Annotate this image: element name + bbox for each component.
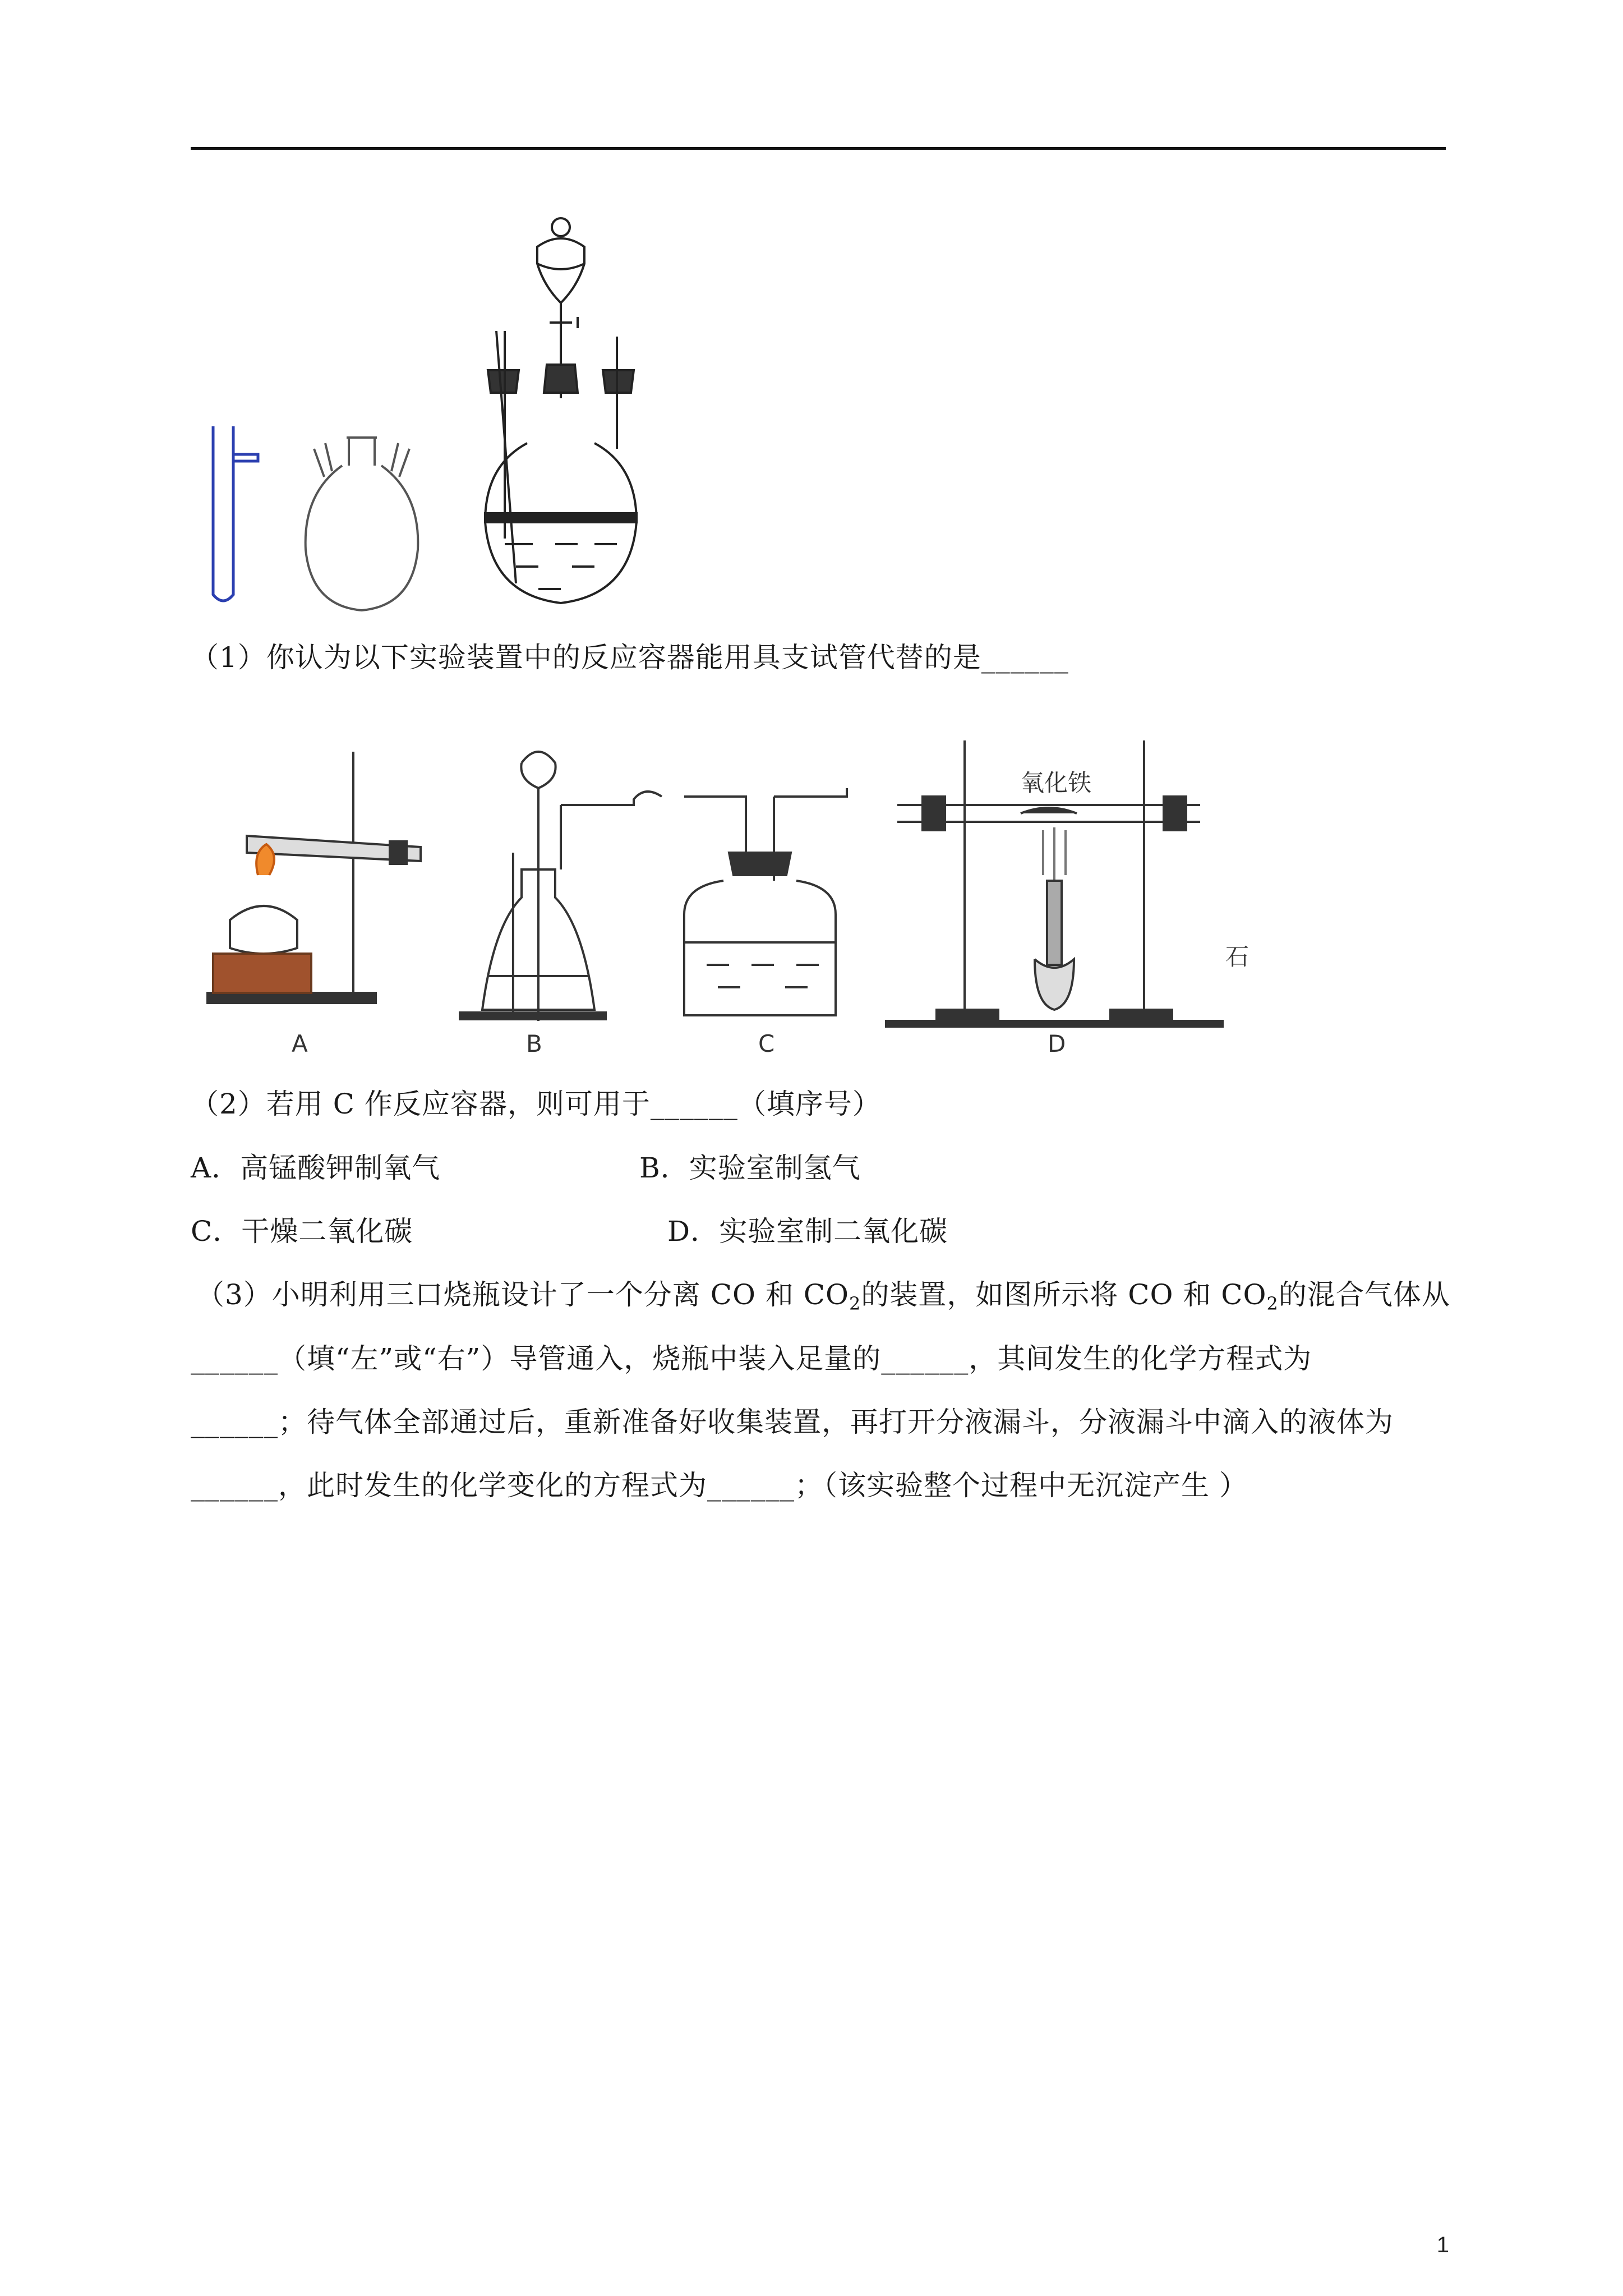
apparatus-c-gas-bottle-icon	[684, 788, 847, 1015]
question-1-text: （1）你认为以下实验装置中的反应容器能用具支试管代替的是______	[191, 641, 1069, 674]
q3-line1-part-c: 的混合气体从	[1278, 1278, 1450, 1311]
apparatus-label-a: A	[292, 1030, 308, 1057]
separation-flask-assembly-icon	[485, 218, 637, 603]
apparatus-label-b: B	[526, 1030, 542, 1057]
option-a: A．高锰酸钾制氧气	[191, 1152, 441, 1184]
q3-subscript-1: 2	[849, 1293, 861, 1314]
option-b: B．实验室制氢气	[639, 1152, 861, 1184]
q3-line1-part-a: （3）小明利用三口烧瓶设计了一个分离 CO 和 CO	[196, 1278, 849, 1311]
q3-subscript-2: 2	[1266, 1293, 1279, 1314]
apparatus-label-d: D	[1048, 1030, 1066, 1057]
apparatus-b-conical-flask-icon	[460, 752, 662, 1021]
q3-line1-part-b: 的装置，如图所示将 CO 和 CO	[861, 1278, 1267, 1311]
top-apparatus-figure	[191, 202, 673, 611]
question-3-line-1	[196, 1278, 1450, 1320]
edge-char: 石	[1225, 943, 1249, 970]
question-3-line-4: ______，此时发生的化学变化的方程式为______；（该实验整个过程中无沉淀产生 ）	[191, 1469, 1248, 1502]
option-c: C．干燥二氧化碳	[191, 1215, 413, 1248]
option-d: D．实验室制二氧化碳	[667, 1215, 948, 1248]
three-neck-flask-icon	[306, 438, 418, 610]
question-3-line-3: ______；待气体全部通过后，重新准备好收集装置，再打开分液漏斗，分液漏斗中滴入的液体为	[191, 1406, 1394, 1438]
iron-oxide-label: 氧化铁	[1021, 769, 1092, 797]
apparatus-label-c: C	[758, 1030, 775, 1057]
question-2-text: （2）若用 C 作反应容器，则可用于______（填序号）	[191, 1088, 881, 1120]
side-arm-test-tube-icon	[213, 426, 258, 601]
question-3-line-2: ______（填“左”或“右”）导管通入，烧瓶中装入足量的______，其间发生的化学方程式为	[191, 1342, 1312, 1375]
apparatus-figure-a-d	[191, 712, 1249, 1060]
apparatus-a-heating-tube-icon	[208, 752, 421, 1003]
page-number: 1	[1436, 2233, 1449, 2257]
header-rule	[191, 147, 1446, 150]
